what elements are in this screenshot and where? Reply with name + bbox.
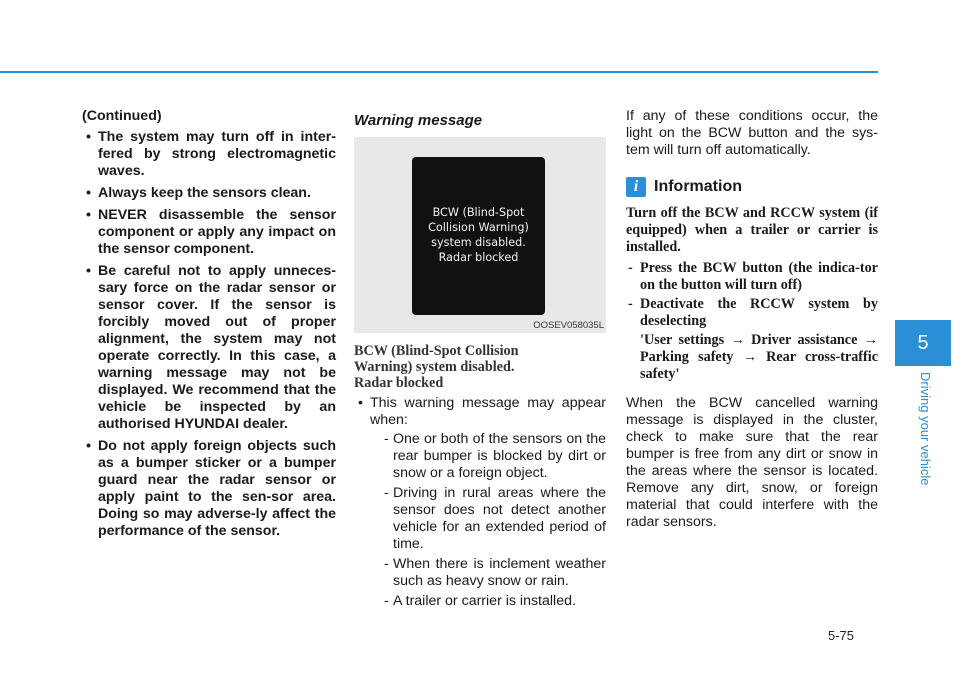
condition-item: - When there is inclement weather such as heavy snow or rain. [384, 556, 606, 590]
caution-item: • Do not apply foreign objects such as a bumper sticker or a bumper guard near the radar sensor or apply paint to the sen-sor area. Doing so may adverse-ly affect the performance of the sensor. [82, 438, 336, 540]
caution-item: • NEVER disassemble the sensor component or apply any impact on the sensor component. [82, 207, 336, 258]
information-heading [626, 177, 878, 197]
information-steps [626, 260, 878, 383]
information-title: Information [654, 178, 742, 195]
information-body [626, 205, 878, 383]
caution-list [82, 129, 336, 540]
condition-list [370, 431, 606, 610]
information-step: - Press the BCW button (the indica-tor on the button will turn off) [626, 260, 878, 294]
intro-paragraph: If any of these conditions occur, the light on the BCW button and the sys-tem will turn off automatically. [626, 108, 878, 158]
section-title: Warning message [354, 112, 483, 129]
closing-paragraph: When the BCW cancelled warning message is displayed in the cluster, check to make sure that the rear bumper is free from any dirt or snow in the areas where the sensor is located. Remove any dirt, snow, or foreign material that could interfere with the radar sensors. [626, 395, 878, 530]
display-line: BCW (Blind-Spot [432, 206, 525, 219]
information-step [626, 296, 878, 383]
information-icon: i [626, 177, 646, 197]
information-intro: Turn off the BCW and RCCW system (if equipped) when a trailer or carrier is installed. [626, 205, 878, 255]
page-number: 5-75 [828, 628, 855, 643]
caution-item: • Always keep the sensors clean. [82, 185, 336, 202]
header-rule [0, 71, 878, 73]
display-line: system disabled. [431, 236, 526, 249]
column-cautions [82, 108, 336, 545]
message-list [354, 395, 606, 610]
column-warning-message [354, 108, 606, 615]
message-bullet [354, 395, 606, 610]
message-heading-line: Warning) system disabled. [354, 359, 515, 375]
caution-item: • Be careful not to apply unneces-sary force on the radar sensor or sensor cover. If the sensor is forcibly moved out of proper alignment, the system may not operate correctly. In this case, a warning message may not be displayed. We recommend that the vehicle be inspected by an authorised HYUNDAI dealer. [82, 263, 336, 433]
cluster-display-text [412, 205, 545, 265]
menu-path: 'User settings → Driver assistance → Parking safety → Rear cross-traffic safety' [640, 332, 878, 382]
display-line: Radar blocked [438, 251, 519, 264]
message-heading-line: Radar blocked [354, 375, 444, 391]
condition-item: - Driving in rural areas where the sensor does not detect another vehicle for an extended period of time. [384, 485, 606, 553]
message-heading [354, 343, 606, 391]
message-bullet-text: This warning message may appear when: [370, 395, 606, 428]
chapter-number: 5 [917, 332, 929, 354]
continued-label: (Continued) [82, 108, 162, 124]
figure-code: OOSEV058035L [533, 320, 604, 331]
condition-item: - One or both of the sensors on the rear bumper is blocked by dirt or snow or a foreign object. [384, 431, 606, 482]
cluster-display [412, 157, 545, 315]
display-line: Collision Warning) [428, 221, 529, 234]
caution-item: • The system may turn off in inter-fered by strong electromagnetic waves. [82, 129, 336, 180]
condition-item: - A trailer or carrier is installed. [384, 593, 606, 610]
chapter-label: Driving your vehicle [918, 372, 933, 486]
chapter-tab [895, 320, 951, 366]
cluster-figure [354, 137, 606, 333]
column-information [626, 108, 878, 531]
message-heading-line: BCW (Blind-Spot Collision [354, 343, 519, 359]
information-step-text: Deactivate the RCCW system by deselecting [640, 296, 878, 329]
